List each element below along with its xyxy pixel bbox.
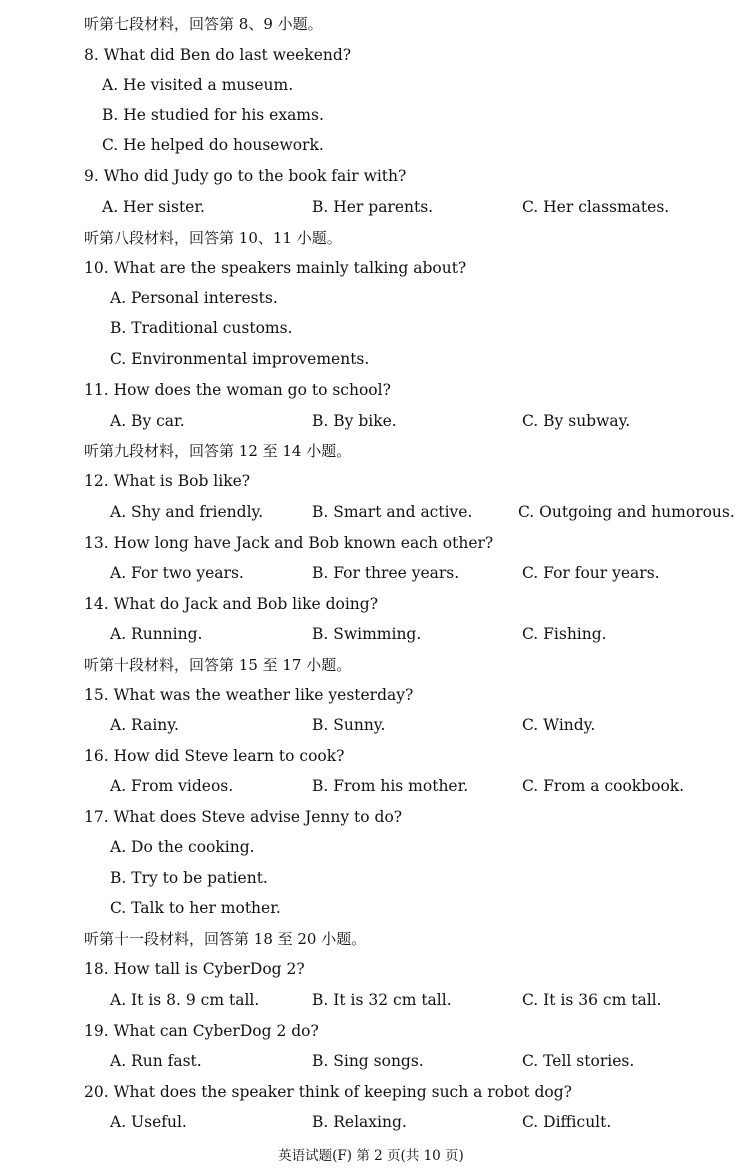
answer-option: A. Rainy.	[110, 716, 179, 734]
section-heading: 听第九段材料，回答第 12 至 14 小题。	[84, 442, 352, 460]
section-heading: 听第八段材料，回答第 10、11 小题。	[84, 229, 342, 247]
answer-option: C. Outgoing and humorous.	[518, 503, 735, 521]
question-stem: 13. How long have Jack and Bob known each other?	[84, 534, 494, 552]
question-stem: 10. What are the speakers mainly talking about?	[84, 259, 467, 277]
answer-option: B. Smart and active.	[312, 503, 473, 521]
answer-option: A. He visited a museum.	[102, 76, 294, 94]
answer-option: C. Tell stories.	[522, 1052, 635, 1070]
question-stem: 15. What was the weather like yesterday?	[84, 686, 414, 704]
answer-option: A. By car.	[110, 412, 185, 430]
answer-option: B. Traditional customs.	[110, 319, 293, 337]
answer-option: B. Relaxing.	[312, 1113, 407, 1131]
answer-option: B. It is 32 cm tall.	[312, 991, 452, 1009]
answer-option: C. Environmental improvements.	[110, 350, 370, 368]
answer-option: A. Shy and friendly.	[110, 503, 264, 521]
section-heading: 听第十一段材料，回答第 18 至 20 小题。	[84, 930, 367, 948]
answer-option: C. For four years.	[522, 564, 660, 582]
answer-option: B. Try to be patient.	[110, 869, 268, 887]
answer-option: B. Her parents.	[312, 198, 434, 216]
answer-option: A. Do the cooking.	[110, 838, 255, 856]
answer-option: C. Difficult.	[522, 1113, 612, 1131]
answer-option: A. From videos.	[110, 777, 234, 795]
question-stem: 9. Who did Judy go to the book fair with?	[84, 167, 407, 185]
answer-option: A. Run fast.	[110, 1052, 202, 1070]
answer-option: C. Talk to her mother.	[110, 899, 281, 917]
answer-option: A. Running.	[110, 625, 203, 643]
answer-option: A. For two years.	[110, 564, 244, 582]
question-stem: 18. How tall is CyberDog 2?	[84, 960, 305, 978]
answer-option: C. Windy.	[522, 716, 596, 734]
page-footer: 英语试题(F) 第 2 页(共 10 页)	[278, 1148, 464, 1164]
question-stem: 16. How did Steve learn to cook?	[84, 747, 345, 765]
question-stem: 14. What do Jack and Bob like doing?	[84, 595, 379, 613]
answer-option: A. Personal interests.	[110, 289, 278, 307]
answer-option: C. It is 36 cm tall.	[522, 991, 662, 1009]
question-stem: 19. What can CyberDog 2 do?	[84, 1022, 319, 1040]
answer-option: C. By subway.	[522, 412, 631, 430]
answer-option: A. Her sister.	[102, 198, 205, 216]
answer-option: C. He helped do housework.	[102, 136, 324, 154]
question-stem: 20. What does the speaker think of keeping such a robot dog?	[84, 1083, 572, 1101]
answer-option: B. Sunny.	[312, 716, 386, 734]
answer-option: B. Swimming.	[312, 625, 422, 643]
answer-option: C. Fishing.	[522, 625, 607, 643]
question-stem: 11. How does the woman go to school?	[84, 381, 391, 399]
section-heading: 听第十段材料，回答第 15 至 17 小题。	[84, 656, 352, 674]
answer-option: B. Sing songs.	[312, 1052, 424, 1070]
answer-option: C. Her classmates.	[522, 198, 670, 216]
answer-option: A. Useful.	[110, 1113, 187, 1131]
answer-option: A. It is 8. 9 cm tall.	[110, 991, 260, 1009]
section-heading: 听第七段材料，回答第 8、9 小题。	[84, 15, 323, 33]
answer-option: B. For three years.	[312, 564, 460, 582]
question-stem: 8. What did Ben do last weekend?	[84, 46, 352, 64]
question-stem: 12. What is Bob like?	[84, 472, 251, 490]
answer-option: B. By bike.	[312, 412, 397, 430]
answer-option: B. He studied for his exams.	[102, 106, 324, 124]
answer-option: B. From his mother.	[312, 777, 469, 795]
answer-option: C. From a cookbook.	[522, 777, 685, 795]
question-stem: 17. What does Steve advise Jenny to do?	[84, 808, 403, 826]
